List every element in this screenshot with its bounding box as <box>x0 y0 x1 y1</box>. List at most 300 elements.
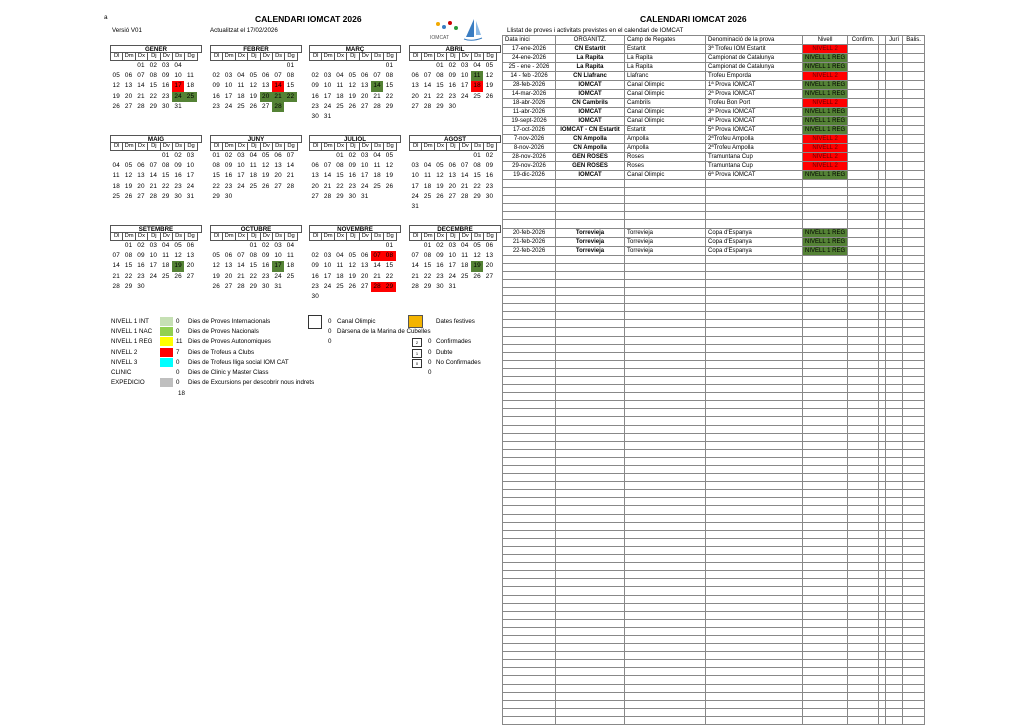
month-name: SETEMBRE <box>110 225 202 233</box>
table-cell <box>625 279 706 287</box>
table-cell: NIVELL 1 REG <box>803 237 848 246</box>
table-cell <box>879 162 886 171</box>
week-row <box>409 272 501 282</box>
table-cell <box>503 368 556 376</box>
weekday-label: Dg <box>484 233 496 241</box>
table-cell <box>706 587 803 595</box>
weekday-label: Dl <box>111 233 123 241</box>
table-cell <box>625 344 706 352</box>
table-cell <box>903 644 925 652</box>
day-cell: 08 <box>249 252 258 260</box>
day-cell: 16 <box>311 92 319 100</box>
day-cell: 15 <box>249 262 258 270</box>
weekday-label: Ds <box>273 143 285 151</box>
day-cell: 17 <box>224 92 233 100</box>
day-cell: 11 <box>471 71 483 81</box>
day-cell: 25 <box>184 92 196 102</box>
table-cell <box>556 530 625 538</box>
day-cell: 25 <box>461 272 469 280</box>
table-cell: Estartit <box>625 126 706 135</box>
table-cell <box>625 433 706 441</box>
day-cell: 26 <box>249 102 258 110</box>
day-cell: 28 <box>137 102 145 110</box>
table-cell <box>625 627 706 635</box>
day-cell: 02 <box>436 242 444 249</box>
day-cell: 28 <box>149 192 158 200</box>
day-cell: 01 <box>385 62 394 69</box>
day-cell: 13 <box>411 82 419 90</box>
week-row <box>409 81 501 91</box>
table-cell <box>879 498 886 506</box>
table-cell <box>503 660 556 668</box>
table-cell <box>706 627 803 635</box>
table-cell <box>879 352 886 360</box>
table-cell <box>903 312 925 320</box>
table-cell <box>903 54 925 63</box>
logo-text: IOMCAT <box>430 35 450 41</box>
day-cell: 12 <box>174 252 182 260</box>
table-cell <box>848 304 879 312</box>
day-cell: 04 <box>249 152 258 159</box>
table-row <box>503 538 925 546</box>
weekday-header <box>210 233 302 241</box>
day-cell: 03 <box>224 72 233 80</box>
table-cell <box>556 344 625 352</box>
table-cell <box>879 514 886 522</box>
table-cell: 17-oct-2026 <box>503 126 556 135</box>
day-cell: 21 <box>272 92 284 102</box>
day-cell: 16 <box>448 82 457 90</box>
day-cell: 31 <box>186 192 195 200</box>
table-row <box>503 441 925 449</box>
table-cell <box>503 474 556 482</box>
day-cell <box>359 241 371 251</box>
table-cell <box>556 490 625 498</box>
table-cell <box>903 538 925 546</box>
table-row <box>503 603 925 611</box>
table-row <box>503 555 925 563</box>
day-cell: 09 <box>448 72 457 80</box>
table-cell: NIVELL 1 REG <box>803 228 848 237</box>
table-cell <box>706 312 803 320</box>
status-box: 0 <box>412 359 422 368</box>
table-cell <box>625 571 706 579</box>
table-cell: NIVELL 2 <box>803 72 848 81</box>
weekday-label: Dm <box>223 233 235 241</box>
week-row <box>309 171 401 181</box>
day-cell: 01 <box>436 62 444 69</box>
table-cell: GEN ROSES <box>556 153 625 162</box>
table-cell <box>886 196 903 204</box>
table-cell <box>625 352 706 360</box>
column-header: Data inici <box>503 36 556 45</box>
day-cell: 02 <box>348 152 357 159</box>
day-cell: 20 <box>137 182 145 190</box>
legend-description: Dies de Trofeus lliga social IOM CAT <box>188 358 289 366</box>
table-cell <box>503 212 556 220</box>
table-cell <box>886 117 903 126</box>
day-cell: 03 <box>149 242 158 249</box>
table-row <box>503 171 925 180</box>
day-cell: 20 <box>411 92 419 100</box>
weekday-label: Dl <box>211 233 223 241</box>
table-cell <box>706 287 803 295</box>
table-cell <box>803 571 848 579</box>
month-agost <box>409 135 501 212</box>
day-cell: 23 <box>262 272 270 280</box>
table-row <box>503 466 925 474</box>
day-cell: 24 <box>323 282 332 290</box>
table-cell <box>848 522 879 530</box>
day-cell: 05 <box>473 242 481 249</box>
weekday-label: Dj <box>248 143 260 151</box>
day-cell: 16 <box>485 172 494 180</box>
day-cell <box>272 192 284 202</box>
table-cell <box>556 220 625 228</box>
table-cell: NIVELL 2 <box>803 135 848 144</box>
day-cell: 06 <box>262 72 270 80</box>
table-cell <box>803 490 848 498</box>
table-cell <box>556 692 625 700</box>
table-cell <box>706 385 803 393</box>
table-cell <box>903 474 925 482</box>
day-cell: 23 <box>348 182 357 190</box>
table-cell <box>706 425 803 433</box>
legend-description: Dies de Clinic y Master Class <box>188 369 269 376</box>
table-cell <box>625 716 706 724</box>
table-cell <box>556 579 625 587</box>
venue-count: 0 <box>328 318 332 325</box>
day-cell: 19 <box>348 272 357 280</box>
day-cell: 05 <box>112 72 120 80</box>
table-row <box>503 457 925 465</box>
day-cell: 29 <box>149 102 158 110</box>
table-row <box>503 212 925 220</box>
week-row <box>210 151 302 161</box>
table-cell <box>886 627 903 635</box>
table-cell <box>886 708 903 716</box>
day-cell: 05 <box>262 152 270 159</box>
weekday-label: Dv <box>161 143 173 151</box>
day-cell: 08 <box>124 252 133 260</box>
legend-description: Dies de Proves Nacionals <box>188 328 259 336</box>
table-cell <box>803 498 848 506</box>
table-cell <box>903 246 925 255</box>
table-cell <box>803 433 848 441</box>
weekday-label: Ds <box>372 233 384 241</box>
day-cell: 29 <box>436 102 444 110</box>
table-cell <box>886 449 903 457</box>
day-cell: 27 <box>224 282 233 290</box>
table-row <box>503 312 925 320</box>
table-cell <box>803 660 848 668</box>
table-cell <box>848 571 879 579</box>
day-cell: 11 <box>461 252 469 260</box>
table-cell <box>706 611 803 619</box>
table-cell <box>848 635 879 643</box>
table-cell <box>625 287 706 295</box>
day-cell: 06 <box>224 252 233 260</box>
weekday-label: Dv <box>360 53 372 61</box>
day-cell: 06 <box>485 242 494 249</box>
table-cell <box>879 90 886 99</box>
table-cell <box>848 530 879 538</box>
table-cell <box>503 180 556 188</box>
table-row <box>503 135 925 144</box>
day-cell: 15 <box>124 262 133 270</box>
day-cell: 26 <box>212 282 220 290</box>
table-cell: Torrevieja <box>625 228 706 237</box>
table-cell <box>803 352 848 360</box>
table-cell <box>503 563 556 571</box>
table-cell <box>556 425 625 433</box>
iomcat-logo <box>428 15 484 43</box>
table-cell <box>848 482 879 490</box>
table-cell <box>803 506 848 514</box>
day-cell: 26 <box>124 192 133 200</box>
table-cell <box>879 490 886 498</box>
weekday-label: Dg <box>484 143 496 151</box>
table-cell: 28-feb-2026 <box>503 81 556 90</box>
day-cell: 19 <box>471 261 483 271</box>
table-cell <box>556 514 625 522</box>
day-cell: 04 <box>112 162 120 170</box>
table-cell <box>879 401 886 409</box>
table-cell <box>803 385 848 393</box>
day-cell: 23 <box>311 282 319 290</box>
weekday-header <box>110 53 202 61</box>
day-cell: 25 <box>249 182 258 190</box>
table-cell <box>879 117 886 126</box>
table-cell <box>886 563 903 571</box>
day-cell: 26 <box>473 272 481 280</box>
table-cell <box>886 514 903 522</box>
table-cell <box>556 474 625 482</box>
table-cell <box>625 676 706 684</box>
month-febrer <box>210 45 302 112</box>
day-cell <box>471 282 483 292</box>
day-cell: 21 <box>112 272 120 280</box>
week-row <box>409 282 501 292</box>
day-cell: 28 <box>112 282 120 290</box>
table-cell <box>556 684 625 692</box>
table-cell <box>848 162 879 171</box>
table-cell <box>886 401 903 409</box>
table-cell <box>625 409 706 417</box>
weekday-label: Ds <box>173 53 185 61</box>
table-cell <box>848 153 879 162</box>
column-header: ORGANITZ. <box>556 36 625 45</box>
weekday-label: Ds <box>273 233 285 241</box>
day-cell: 04 <box>174 62 182 69</box>
table-cell <box>848 611 879 619</box>
table-cell <box>903 72 925 81</box>
table-cell: NIVELL 1 REG <box>803 246 848 255</box>
month-octubre <box>210 225 302 292</box>
day-cell <box>135 151 147 161</box>
table-cell <box>803 676 848 684</box>
table-cell <box>706 530 803 538</box>
table-cell <box>706 441 803 449</box>
month-juny <box>210 135 302 202</box>
day-cell: 03 <box>237 152 245 159</box>
table-cell: 14 - feb -2026 <box>503 72 556 81</box>
table-cell <box>706 579 803 587</box>
table-cell <box>503 668 556 676</box>
day-cell: 29 <box>212 192 220 200</box>
day-cell: 15 <box>162 172 170 180</box>
table-cell <box>848 587 879 595</box>
day-cell: 15 <box>423 262 432 270</box>
table-cell <box>886 336 903 344</box>
table-cell <box>879 126 886 135</box>
table-cell <box>879 546 886 554</box>
day-cell: 14 <box>371 81 383 91</box>
day-cell: 23 <box>311 102 319 110</box>
day-cell: 01 <box>212 152 220 159</box>
weekday-label: Dm <box>322 143 334 151</box>
day-cell <box>309 151 321 161</box>
day-cell <box>321 151 333 161</box>
table-cell <box>903 700 925 708</box>
day-cell: 07 <box>149 162 158 170</box>
table-cell <box>803 279 848 287</box>
week-row <box>210 182 302 192</box>
table-cell <box>706 676 803 684</box>
day-cell: 11 <box>424 172 432 180</box>
table-cell <box>879 81 886 90</box>
table-cell: CN Estartit <box>556 45 625 54</box>
week-row <box>210 251 302 261</box>
day-cell <box>284 192 296 202</box>
table-cell <box>556 595 625 603</box>
table-cell <box>903 188 925 196</box>
day-cell: 31 <box>174 102 182 110</box>
table-cell <box>803 619 848 627</box>
day-cell <box>184 102 196 112</box>
table-cell: 7-nov-2026 <box>503 135 556 144</box>
day-cell: 22 <box>423 272 432 280</box>
table-cell: La Rapita <box>625 54 706 63</box>
day-cell <box>459 151 471 161</box>
table-header-row <box>503 36 925 45</box>
table-cell: 22-feb-2026 <box>503 246 556 255</box>
table-cell <box>879 144 886 153</box>
table-cell <box>848 506 879 514</box>
weekday-header <box>409 143 501 151</box>
table-cell <box>879 312 886 320</box>
weekday-label: Dj <box>248 53 260 61</box>
table-cell <box>879 320 886 328</box>
day-cell: 15 <box>385 82 394 90</box>
table-cell <box>848 296 879 304</box>
table-cell <box>903 635 925 643</box>
legend-description: Dies de Proves Internacionals <box>188 318 271 325</box>
weekday-label: Dg <box>384 143 396 151</box>
day-cell <box>260 192 272 202</box>
day-cell <box>147 151 159 161</box>
legend-swatch <box>160 327 173 336</box>
table-cell <box>879 449 886 457</box>
day-cell <box>235 241 247 251</box>
table-cell <box>879 474 886 482</box>
table-cell <box>886 433 903 441</box>
week-row <box>110 81 202 91</box>
table-row <box>503 530 925 538</box>
table-cell <box>556 538 625 546</box>
table-cell <box>625 449 706 457</box>
table-cell <box>706 546 803 554</box>
day-cell: 14 <box>272 81 284 91</box>
day-cell: 26 <box>348 102 357 110</box>
day-cell: 12 <box>124 172 133 180</box>
day-cell: 04 <box>461 242 469 249</box>
weekday-header <box>210 53 302 61</box>
table-cell <box>886 425 903 433</box>
table-cell: Llafranc <box>625 72 706 81</box>
table-cell <box>556 619 625 627</box>
month-abril <box>409 45 501 112</box>
table-cell <box>803 336 848 344</box>
table-cell <box>886 619 903 627</box>
day-cell: 29 <box>162 192 170 200</box>
table-cell <box>503 352 556 360</box>
table-cell <box>706 188 803 196</box>
legend-count: 0 <box>176 358 180 366</box>
table-cell <box>886 546 903 554</box>
table-cell <box>803 188 848 196</box>
week-row <box>309 81 401 91</box>
weekday-label: Dv <box>161 233 173 241</box>
table-cell <box>503 320 556 328</box>
table-row <box>503 180 925 188</box>
table-cell <box>848 668 879 676</box>
table-cell <box>848 180 879 188</box>
weekday-label: Dv <box>261 53 273 61</box>
table-cell <box>886 716 903 724</box>
day-cell: 24 <box>461 92 469 100</box>
week-row <box>309 112 401 122</box>
table-cell <box>625 490 706 498</box>
table-cell <box>903 204 925 212</box>
table-cell <box>879 108 886 117</box>
table-cell: NIVELL 1 REG <box>803 63 848 72</box>
table-cell: NIVELL 2 <box>803 45 848 54</box>
day-cell: 07 <box>423 72 432 80</box>
table-cell <box>556 457 625 465</box>
month-name: JULIOL <box>309 135 401 143</box>
table-cell: 19-sept-2026 <box>503 117 556 126</box>
weekday-label: Dg <box>285 53 297 61</box>
table-cell <box>848 336 879 344</box>
table-cell: 21-feb-2026 <box>503 237 556 246</box>
table-cell <box>556 328 625 336</box>
day-cell <box>446 202 458 212</box>
day-cell: 18 <box>336 272 344 280</box>
week-row <box>110 171 202 181</box>
legend-level-label: NIVELL 1 REG <box>111 338 153 346</box>
day-cell: 30 <box>224 192 233 200</box>
weekday-label: Dl <box>410 233 422 241</box>
table-cell <box>625 482 706 490</box>
table-cell <box>879 263 886 271</box>
weekday-label: Dx <box>236 143 248 151</box>
table-cell <box>903 180 925 188</box>
day-cell: 10 <box>323 82 332 90</box>
week-row <box>210 192 302 202</box>
table-cell <box>886 555 903 563</box>
weekday-label: Dv <box>460 53 472 61</box>
